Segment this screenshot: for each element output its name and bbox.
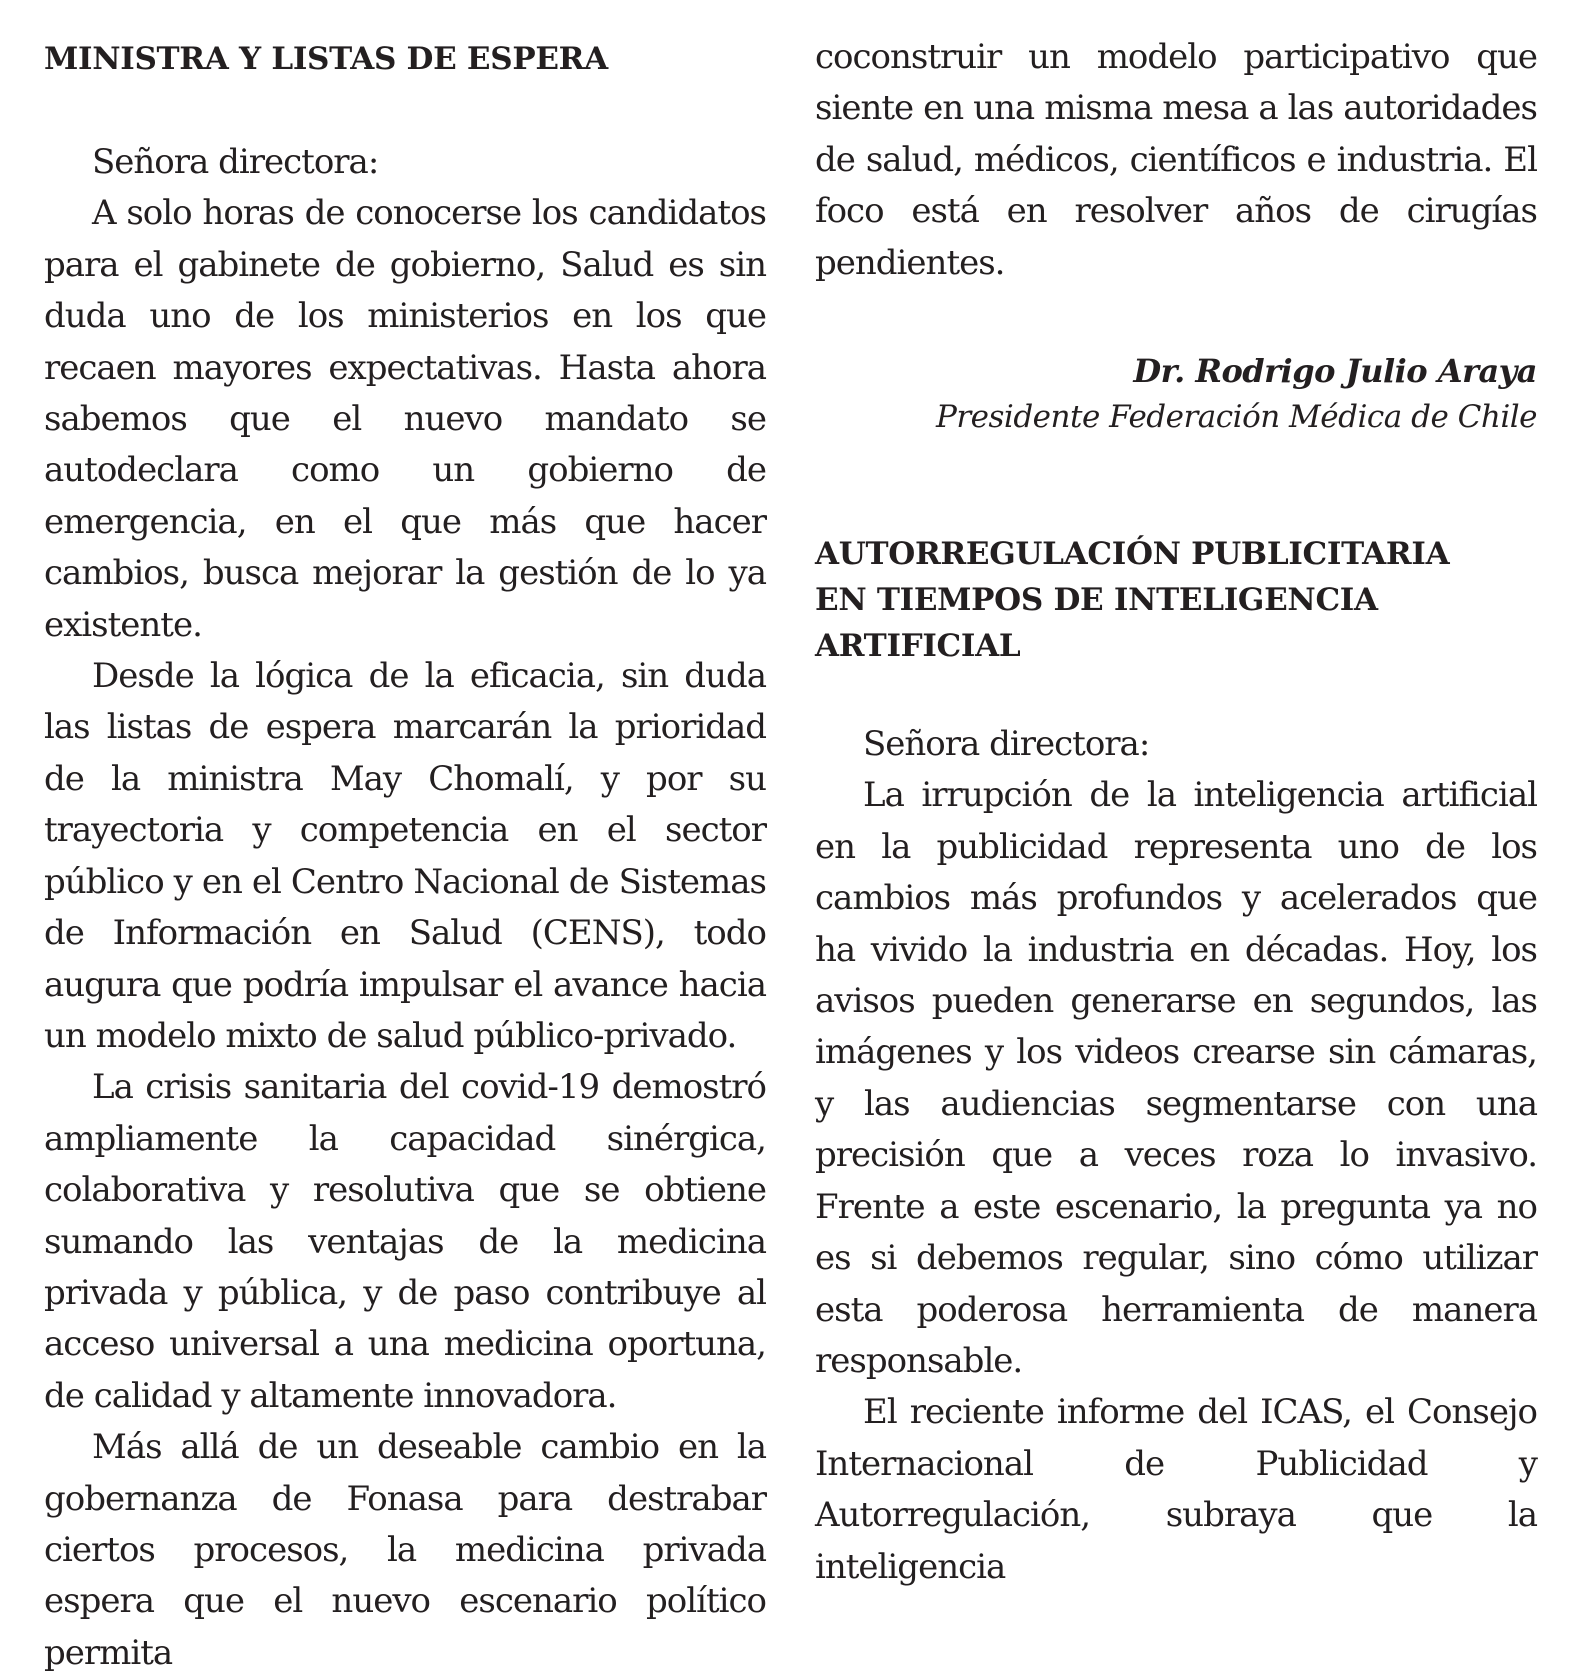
letter1-paragraph-1: A solo horas de conocerse los candidatos para el gabinete de gobierno, Salud es sin duda uno de los ministerios en los que recaen mayores expectativas. Hasta ahora sabemos que el nuevo mandato se autodeclara como un gobierno de emergencia, en el que más que hacer cambios, busca mejorar la gestión de lo ya existente. [44,193,766,645]
letter1-paragraph-2: Desde la lógica de la eficacia, sin duda las listas de espera marcarán la prioridad de la ministra May Chomalí, y por su trayectoria y competencia en el sector público y en el Centro Nacional de Sistemas de Información en Salud (CENS), todo augura que podría impulsar el avance hacia un modelo mixto de salud público-privado. [44,656,766,1056]
right-column [815,36,1537,1593]
letter2-salutation: Señora directora: [863,724,1150,765]
letter2-body [815,719,1537,1593]
letter1-body [44,137,766,1679]
letter2-headline-line-2: EN TIEMPOS DE INTELIGENCIA [815,582,1378,619]
letter1-salutation: Señora directora: [92,142,379,182]
letter1-paragraph-3: La crisis sanitaria del covid-19 demostró ampliamente la capacidad sinérgica, colaborativa y resolutiva que se obtiene sumando las ventajas de la medicina privada y pública, y de paso contribuye al acceso universal a una medicina oportuna, de calidad y altamente innovadora. [44,1067,766,1416]
left-column [44,36,766,1679]
letter2-headline-line-1: AUTORREGULACIÓN PUBLICITARIA [815,536,1450,573]
letter1-signature [815,347,1537,439]
letter2-headline [815,531,1537,669]
letter1-paragraph-4: Más allá de un deseable cambio en la gobernanza de Fonasa para destrabar ciertos procesos, la medicina privada espera que el nuevo escenario político permita [44,1427,766,1673]
signature-name: Dr. Rodrigo Julio Araya [1133,352,1537,391]
letter1-continuation: coconstruir un modelo participativo que siente en una misma mesa a las autoridades de salud, médicos, científicos e industria. El foco está en resolver años de cirugías pendientes. [815,37,1537,283]
letter1-headline: MINISTRA Y LISTAS DE ESPERA [44,41,608,77]
signature-title: Presidente Federación Médica de Chile [935,399,1537,436]
letter2-headline-line-3: ARTIFICIAL [815,628,1021,665]
letter2-paragraph-1: La irrupción de la inteligencia artificial en la publicidad representa uno de los cambios más profundos y acelerados que ha vivido la industria en décadas. Hoy, los avisos pueden generarse en segundos, las imágenes y los videos crearse sin cámaras, y las audiencias segmentarse con una precisión que a veces roza lo invasivo. Frente a este escenario, la pregunta ya no es si debemos regular, sino cómo utilizar esta poderosa herramienta de manera responsable. [815,775,1537,1381]
letter2-paragraph-2: El reciente informe del ICAS, el Consejo Internacional de Publicidad y Autorregulación, subraya que la inteligencia [815,1392,1537,1587]
letter1-continuation-block [815,32,1537,289]
